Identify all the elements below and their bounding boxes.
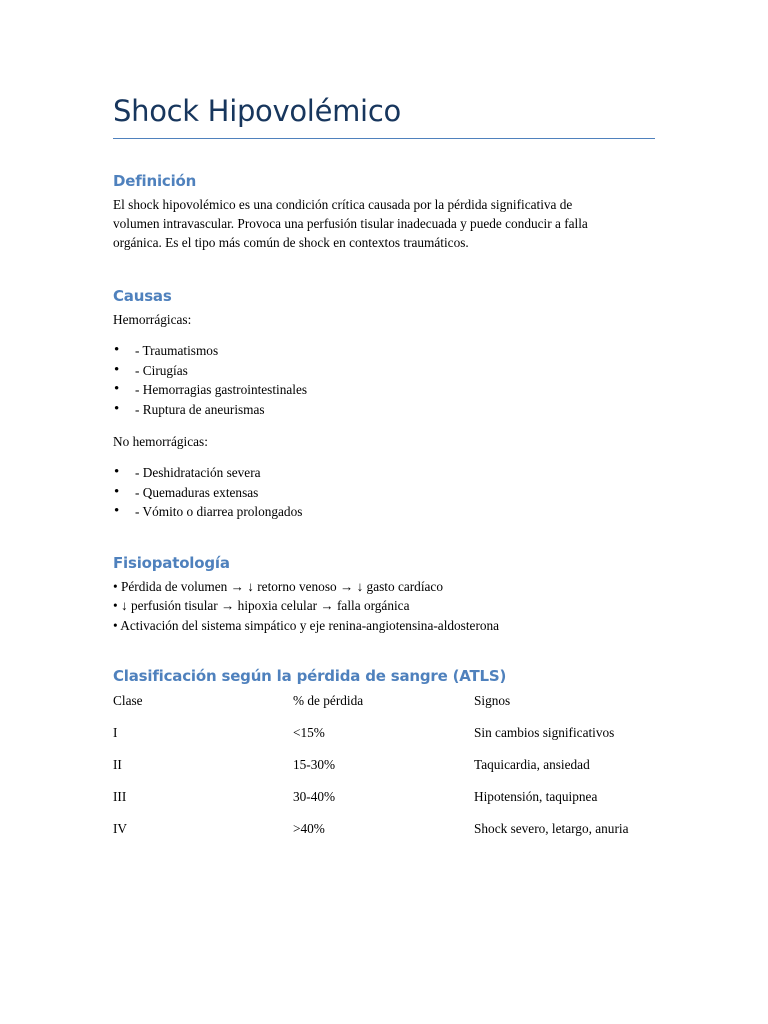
definicion-line: El shock hipovolémico es una condición crítica causada por la pérdida significativa de — [113, 197, 573, 212]
list-item-text: - Hemorragias gastrointestinales — [135, 382, 308, 397]
document-title: Shock Hipovolémico — [113, 94, 401, 128]
bullet-icon: • — [114, 400, 120, 417]
bullet-icon: • — [114, 483, 120, 500]
cell-perdida: <15% — [293, 725, 325, 740]
cell-perdida: 15-30% — [293, 757, 336, 772]
bullet-icon: • — [114, 342, 120, 358]
list-item — [113, 483, 653, 503]
list-item — [113, 361, 653, 381]
fisiopatologia-line: • Pérdida de volumen → ↓ retorno venoso → ↓ gasto cardíaco — [113, 579, 443, 594]
list-item — [113, 502, 653, 522]
cell-clase: IV — [113, 821, 128, 836]
fisiopatologia-line: • ↓ perfusión tisular → hipoxia celular → falla orgánica — [113, 598, 410, 613]
heading-fisiopatologia: Fisiopatología — [113, 554, 230, 572]
cell-signos: Sin cambios significativos — [474, 725, 615, 740]
cell-signos: Hipotensión, taquipnea — [474, 789, 598, 804]
header-perdida: % de pérdida — [293, 693, 364, 708]
hemorragicas-label: Hemorrágicas: — [113, 312, 192, 327]
bullet-icon: • — [114, 361, 120, 378]
cell-clase: I — [113, 725, 118, 740]
cell-signos: Shock severo, letargo, anuria — [474, 821, 629, 836]
list-item-text: - Deshidratación severa — [135, 465, 261, 480]
list-item — [113, 380, 653, 400]
definicion-paragraph — [113, 195, 643, 252]
cell-clase: II — [113, 757, 122, 772]
list-item-text: - Ruptura de aneurismas — [135, 401, 265, 417]
list-item — [113, 341, 653, 361]
heading-causas: Causas — [113, 287, 172, 305]
bullet-icon: • — [114, 381, 120, 397]
list-item-text: - Vómito o diarrea prolongados — [135, 504, 303, 519]
no-hemorragicas-list — [113, 463, 653, 522]
bullet-icon: • — [114, 464, 120, 480]
list-item — [113, 400, 653, 420]
header-clase: Clase — [113, 693, 143, 708]
cell-signos: Taquicardia, ansiedad — [474, 757, 590, 772]
heading-clasificacion: Clasificación según la pérdida de sangre (ATLS) — [113, 667, 507, 685]
cell-perdida: 30-40% — [293, 789, 336, 804]
no-hemorragicas-label: No hemorrágicas: — [113, 434, 208, 449]
list-item — [113, 463, 653, 483]
fisiopatologia-line: • Activación del sistema simpático y eje renina-angiotensina-aldosterona — [113, 618, 500, 633]
list-item-text: - Cirugías — [135, 362, 188, 378]
cell-perdida: >40% — [293, 821, 325, 836]
bullet-icon: • — [114, 503, 120, 519]
hemorragicas-list — [113, 341, 653, 419]
header-signos: Signos — [474, 693, 511, 708]
list-item-text: - Quemaduras extensas — [135, 484, 259, 500]
cell-clase: III — [113, 789, 127, 804]
heading-definicion: Definición — [113, 172, 197, 190]
definicion-line: volumen intravascular. Provoca una perfusión tisular inadecuada y puede conducir a falla — [113, 216, 588, 231]
title-underline — [113, 138, 655, 139]
definicion-line: orgánica. Es el tipo más común de shock en contextos traumáticos. — [113, 235, 469, 250]
list-item-text: - Traumatismos — [135, 343, 219, 358]
